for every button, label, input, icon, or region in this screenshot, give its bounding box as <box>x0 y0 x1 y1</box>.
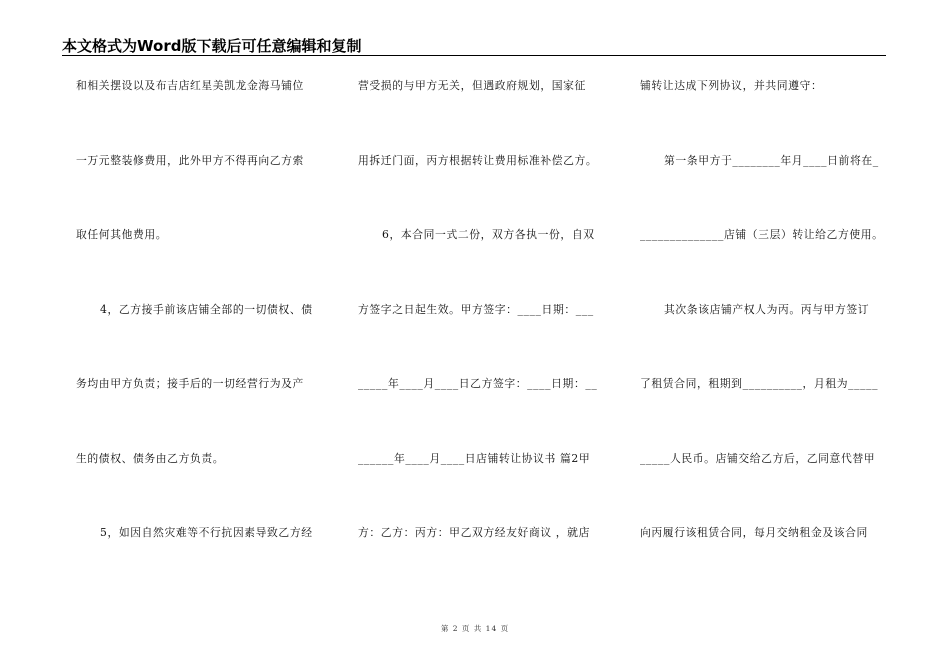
text-column-3 <box>640 72 910 594</box>
text-line: ______年____月____日店铺转让协议书 篇2甲 <box>358 451 591 465</box>
text-line: 生的债权、债务由乙方负责。 <box>76 451 225 465</box>
text-line: 一万元整装修费用，此外甲方不得再向乙方索 <box>76 153 304 167</box>
document-title: 本文格式为Word版下载后可任意编辑和复制 <box>62 37 362 55</box>
text-line: 向丙履行该租赁合同，每月交纳租金及该合同 <box>640 526 868 539</box>
text-line: ______________店铺（三层）转让给乙方使用。 <box>640 228 884 241</box>
text-line: 5，如因自然灾难等不行抗因素导致乙方经 <box>100 526 313 539</box>
page-header <box>62 33 886 56</box>
text-line: 4，乙方接手前该店铺全部的一切债权、债 <box>100 302 313 316</box>
text-column-1 <box>76 72 346 594</box>
text-line: 其次条该店铺产权人为丙。丙与甲方签订 <box>664 302 870 316</box>
text-column-2 <box>358 72 628 594</box>
text-line: _____年____月____日乙方签字：____日期：__ <box>358 377 598 390</box>
text-line: 营受损的与甲方无关，但遇政府规划，国家征 <box>358 79 586 92</box>
text-line: _____人民币。店铺交给乙方后，乙同意代替甲 <box>640 451 876 465</box>
text-line: 第一条甲方于________年月____日前将在_ <box>664 153 879 167</box>
text-line: 取任何其他费用。 <box>76 228 168 241</box>
text-line: 用拆迁门面，丙方根据转让费用标准补偿乙方。 <box>358 153 598 167</box>
text-line: 和相关摆设以及布吉店红星美凯龙金海马铺位 <box>76 79 304 92</box>
text-line: 了租赁合同，租期到__________，月租为_____ <box>640 377 879 390</box>
text-line: 方签字之日起生效。甲方签字：____日期：___ <box>358 302 594 316</box>
text-line: 铺转让达成下列协议，并共同遵守： <box>640 79 823 92</box>
page-number: 第 2 页 共 14 页 <box>440 624 510 633</box>
text-line: 务均由甲方负责；接手后的一切经营行为及产 <box>76 377 304 390</box>
text-line: 方：乙方：丙方：甲乙双方经友好商议 ，就店 <box>358 526 590 539</box>
text-line: 6，本合同一式二份，双方各执一份，自双 <box>382 228 595 241</box>
